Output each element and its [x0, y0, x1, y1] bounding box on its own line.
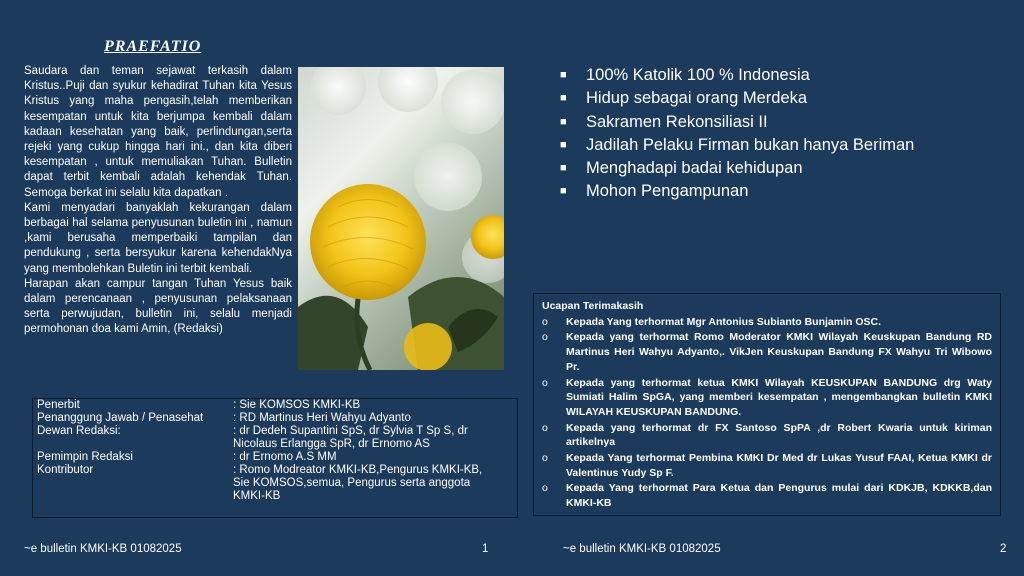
circle-marker: o	[542, 376, 548, 389]
thanks-item-text: Kepada Yang terhormat Para Ketua dan Pengurus mulai dari KDKJB, KDKKB,dan KMKI-KB	[566, 482, 992, 510]
list-item-text: Menghadapi badai kehidupan	[586, 159, 803, 178]
list-item	[542, 451, 992, 480]
flower-image	[298, 67, 504, 370]
intro-paragraph: Saudara dan teman sejawat terkasih dalam Kristus..Puji dan syukur kehadirat Tuhan kita Yesus Kristus yang maha pengasih,telah memberikan kesempatan untuk kita berjumpa kembali dalam kadaan kesehatan yang baik, perlindungan,serta rejeki yang cukup hingga hari ini., dan kita diberi kesempatan , untuk memuliakan Tuhan. Bulletin dapat terbit kembali adalah kehendak Tuhan. Semoga berkat ini selalu kita dapatkan .	[24, 65, 292, 199]
bullet-marker: ■	[560, 138, 567, 151]
page-title: PRAEFATIO	[104, 38, 202, 55]
circle-marker: o	[542, 452, 548, 465]
bullet-marker: ■	[560, 115, 567, 128]
list-item	[542, 421, 992, 450]
list-item	[542, 376, 992, 420]
list-item	[560, 157, 914, 180]
imprint-value: : dr Ernomo A.S MM	[233, 451, 337, 463]
list-item	[560, 134, 914, 157]
footer-left: ~e bulletin KMKI-KB 01082025	[563, 543, 721, 555]
imprint-label: Kontributor	[37, 464, 94, 476]
chrysanthemum-photo	[298, 67, 504, 370]
imprint-value: : Sie KOMSOS KMKI-KB	[233, 399, 361, 411]
thanks-item-text: Kepada yang terhormat Romo Moderator KMKI Wilayah Keuskupan Bandung RD Martinus Heri Wahyu Adyanto,. VikJen Keuskupan Bandung FX Wahyu Tri Wibowo Pr.	[566, 331, 992, 373]
list-item	[542, 330, 992, 374]
circle-marker: o	[542, 482, 548, 495]
list-item	[560, 111, 914, 134]
bullet-marker: ■	[560, 92, 567, 105]
list-item	[560, 87, 914, 110]
imprint-label: Penanggung Jawab / Penasehat	[37, 412, 204, 424]
thanks-item-text: Kepada yang terhormat ketua KMKI Wilayah KEUSKUPAN BANDUNG drg Waty Sumiati Halim SpGA, yang memberi kesempatan , mengembangkan bulletin KMKI WILAYAH KEUSKUPAN BANDUNG.	[566, 376, 992, 418]
list-item	[560, 64, 914, 87]
thanks-title: Ucapan Terimakasih	[542, 300, 644, 312]
bullet-marker: ■	[560, 162, 567, 175]
list-item-text: Mohon Pengampunan	[586, 182, 749, 201]
imprint-label: Penerbit	[37, 399, 80, 411]
imprint-value: : dr Dedeh Supantini SpS, dr Sylvia T Sp S, dr Nicolaus Erlangga SpR, dr Ernomo AS	[233, 425, 468, 450]
thanks-box	[533, 293, 1001, 516]
circle-marker: o	[542, 331, 548, 344]
imprint-value: : Romo Modreator KMKI-KB,Pengurus KMKI-KB, Sie KOMSOS,semua, Pengurus serta anggota KMKI-KB	[233, 464, 483, 502]
list-item	[542, 315, 992, 330]
thanks-item-text: Kepada yang terhormat dr FX Santoso SpPA ,dr Robert Kwaria untuk kiriman artikelnya	[566, 421, 992, 449]
list-item	[560, 180, 914, 203]
thanks-item-text: Kepada Yang terhormat Pembina KMKI Dr Med dr Lukas Yusuf FAAI, Ketua KMKI dr Valentinus Yudy Sp F.	[566, 452, 992, 479]
list-item-text: Hidup sebagai orang Merdeka	[586, 89, 808, 108]
intro-paragraph: Kami menyadari banyaklah kekurangan dalam berbagai hal selama penyusunan buletin ini , namun ,kami berusaha memperbaiki tampilan dan pendukung , serta bersyukur karena kehendakNya yang membolehkan Buletin ini terbit kembali.	[24, 201, 292, 275]
imprint-row	[33, 412, 517, 425]
intro-text	[24, 64, 292, 338]
intro-paragraph: Harapan akan campur tangan Tuhan Yesus baik dalam perencanaan , penyusunan pelaksanaan serta perwujudan, bulletin ini, selalu menjadi permohonan doa kami Amin, (Redaksi)	[24, 277, 292, 336]
imprint-row	[33, 425, 517, 451]
page-number: 1	[482, 543, 489, 555]
imprint-row	[33, 451, 517, 464]
imprint-box	[32, 398, 518, 518]
thanks-list	[542, 315, 992, 511]
list-item-text: Jadilah Pelaku Firman bukan hanya Beriman	[586, 135, 915, 154]
bullet-marker: ■	[560, 185, 567, 198]
list-item	[542, 481, 992, 510]
list-item-text: 100% Katolik 100 % Indonesia	[586, 66, 810, 84]
footer-left: ~e bulletin KMKI-KB 01082025	[24, 543, 182, 555]
circle-marker: o	[542, 421, 548, 434]
list-item-text: Sakramen Rekonsiliasi II	[586, 112, 768, 131]
theme-list	[560, 64, 914, 204]
imprint-row	[33, 464, 517, 503]
thanks-item-text: Kepada Yang terhormat Mgr Antonius Subianto Bunjamin OSC.	[566, 315, 882, 328]
page-number: 2	[1000, 543, 1007, 555]
bullet-marker: ■	[560, 69, 567, 81]
imprint-label: Dewan Redaksi:	[37, 425, 121, 437]
imprint-row	[33, 399, 517, 412]
imprint-label: Pemimpin Redaksi	[37, 451, 133, 463]
circle-marker: o	[542, 315, 548, 328]
imprint-value: : RD Martinus Heri Wahyu Adyanto	[233, 412, 411, 424]
